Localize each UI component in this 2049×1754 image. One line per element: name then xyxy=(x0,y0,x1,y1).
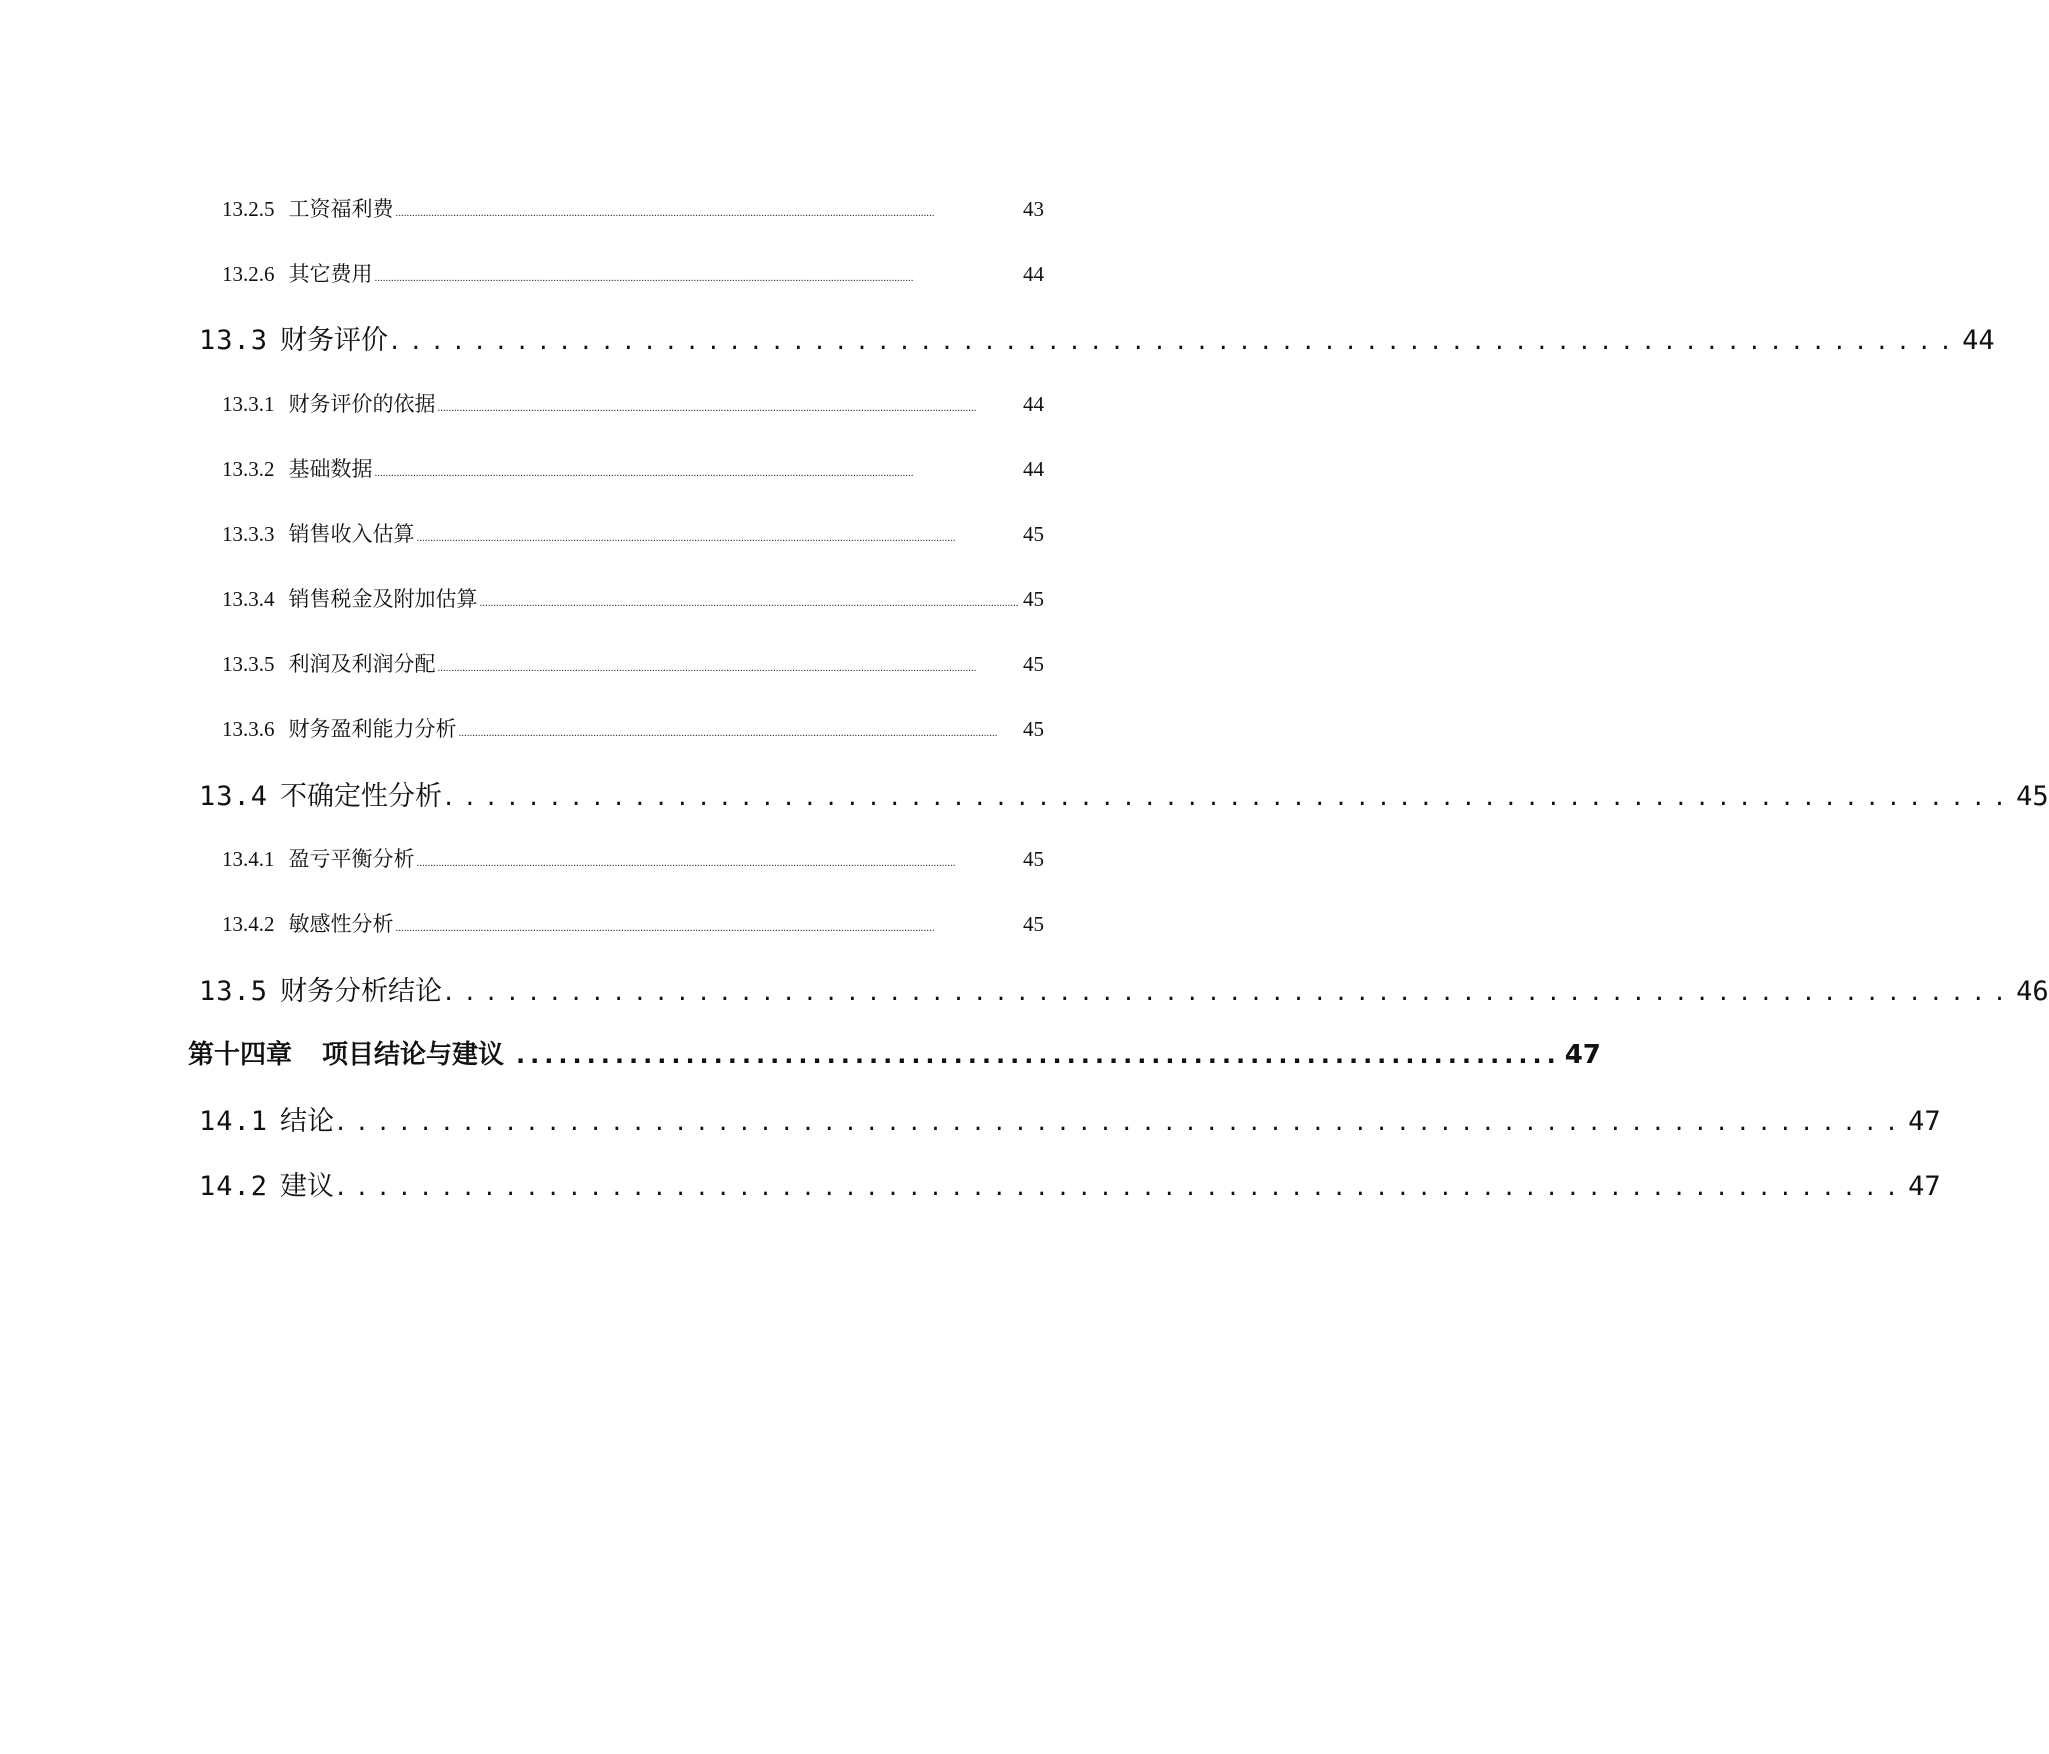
toc-entry-13-3-1[interactable] xyxy=(222,388,1044,418)
toc-page-number: 47 xyxy=(1564,1040,1601,1070)
toc-number: 13.3.5 xyxy=(222,652,275,676)
toc-page-number: 47 xyxy=(1908,1106,1941,1137)
toc-page-number: 44 xyxy=(1023,457,1044,481)
dot-leader: .................................................................................................................................................................................................... xyxy=(374,272,914,284)
toc-page-number: 43 xyxy=(1023,197,1044,221)
dot-leader: .......................................................................... xyxy=(334,1111,1907,1136)
toc-page-number: 47 xyxy=(1908,1171,1941,1202)
toc-page-number: 44 xyxy=(1962,325,1995,356)
toc-page-number: 45 xyxy=(1023,847,1044,871)
toc-number: 13.3.6 xyxy=(222,717,275,741)
toc-number: 13.2.5 xyxy=(222,197,275,221)
toc-number: 13.4.2 xyxy=(222,912,275,936)
toc-number: 13.3 xyxy=(199,325,269,356)
dot-leader: .................................................................................................................................................................................................... xyxy=(395,922,935,934)
toc-title: 销售收入估算 xyxy=(288,522,415,546)
toc-title: 工资福利费 xyxy=(288,197,394,221)
dot-leader: .................................................................................................................................................................................................... xyxy=(416,857,956,869)
toc-title: 财务分析结论 xyxy=(280,976,443,1007)
toc-number: 13.2.6 xyxy=(222,262,275,286)
toc-number: 14.2 xyxy=(199,1171,269,1202)
toc-number: 13.3.2 xyxy=(222,457,275,481)
toc-entry-13-3-2[interactable] xyxy=(222,453,1044,483)
toc-entry-13-2-5[interactable] xyxy=(222,193,1044,223)
toc-entry-13-3[interactable] xyxy=(199,318,1995,357)
toc-entry-13-5[interactable] xyxy=(199,969,2049,1008)
toc-title: 结论 xyxy=(280,1106,335,1137)
toc-title: 销售税金及附加估算 xyxy=(288,587,478,611)
toc-entry-chapter-14[interactable] xyxy=(188,1034,1601,1071)
toc-entry-14-2[interactable] xyxy=(199,1164,1941,1203)
dot-leader: .......................................................................... xyxy=(442,981,2015,1006)
toc-entry-13-2-6[interactable] xyxy=(222,258,1044,288)
toc-title: 建议 xyxy=(280,1171,335,1202)
dot-leader: .......................................................................... xyxy=(388,330,1961,355)
toc-entry-13-3-3[interactable] xyxy=(222,518,1044,548)
dot-leader: .................................................................................................................................................................................................... xyxy=(395,207,935,219)
toc-page-number: 46 xyxy=(2016,976,2049,1007)
dot-leader: .......................................................................... xyxy=(516,1041,1561,1069)
toc-number: 13.4 xyxy=(199,781,269,812)
toc-number: 13.3.4 xyxy=(222,587,275,611)
toc-number: 13.3.3 xyxy=(222,522,275,546)
toc-title: 财务盈利能力分析 xyxy=(288,717,457,741)
toc-title: 其它费用 xyxy=(288,262,373,286)
toc-page-number: 45 xyxy=(1023,717,1044,741)
toc-title: 财务评价的依据 xyxy=(288,392,436,416)
toc-page-number: 45 xyxy=(1023,587,1044,611)
dot-leader: .................................................................................................................................................................................................... xyxy=(479,597,1019,609)
toc-title: 项目结论与建议 xyxy=(322,1040,505,1070)
toc-page-number: 45 xyxy=(1023,912,1044,936)
toc-number: 14.1 xyxy=(199,1106,269,1137)
toc-title: 盈亏平衡分析 xyxy=(288,847,415,871)
toc-page-number: 44 xyxy=(1023,392,1044,416)
toc-number: 13.5 xyxy=(199,976,269,1007)
toc-title: 财务评价 xyxy=(280,325,389,356)
toc-page-number: 44 xyxy=(1023,262,1044,286)
dot-leader: .................................................................................................................................................................................................... xyxy=(437,402,977,414)
toc-page-number: 45 xyxy=(1023,652,1044,676)
toc-entry-13-3-5[interactable] xyxy=(222,648,1044,678)
toc-page-number: 45 xyxy=(1023,522,1044,546)
toc-number: 13.3.1 xyxy=(222,392,275,416)
toc-title: 不确定性分析 xyxy=(280,781,443,812)
dot-leader: .......................................................................... xyxy=(334,1176,1907,1201)
toc-chapter-number: 第十四章 xyxy=(188,1040,293,1070)
toc-page-number: 45 xyxy=(2016,781,2049,812)
toc-entry-14-1[interactable] xyxy=(199,1099,1941,1138)
toc-title: 敏感性分析 xyxy=(288,912,394,936)
dot-leader: .................................................................................................................................................................................................... xyxy=(437,662,977,674)
dot-leader: .................................................................................................................................................................................................... xyxy=(458,727,998,739)
toc-title: 利润及利润分配 xyxy=(288,652,436,676)
toc-title: 基础数据 xyxy=(288,457,373,481)
toc-entry-13-3-4[interactable] xyxy=(222,583,1044,613)
toc-entry-13-4-2[interactable] xyxy=(222,908,1044,938)
dot-leader: .................................................................................................................................................................................................... xyxy=(374,467,914,479)
toc-entry-13-4[interactable] xyxy=(199,774,2049,813)
toc-entry-13-4-1[interactable] xyxy=(222,843,1044,873)
toc-number: 13.4.1 xyxy=(222,847,275,871)
dot-leader: .................................................................................................................................................................................................... xyxy=(416,532,956,544)
dot-leader: .......................................................................... xyxy=(442,786,2015,811)
toc-entry-13-3-6[interactable] xyxy=(222,713,1044,743)
